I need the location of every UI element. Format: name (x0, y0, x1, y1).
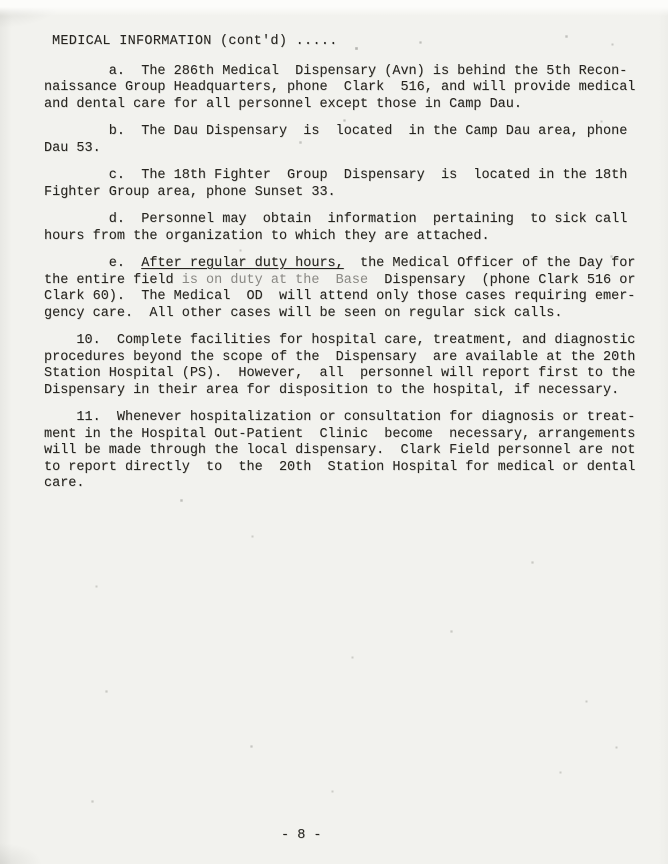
text-segment: Dispensary (phone Clark 516 or (368, 272, 636, 288)
paragraph-a (44, 64, 654, 114)
paragraph-c (44, 168, 654, 201)
text-line: 11. Whenever hospitalization or consultation for diagnosis or treat- (44, 410, 636, 425)
text-line: b. The Dau Dispensary is located in the Camp Dau area, phone (44, 124, 628, 139)
text-segment: the Medical Officer of the Day for (343, 256, 636, 271)
text-line: to report directly to the 20th Station Hospital for medical or dental (44, 459, 636, 475)
text-line: ment in the Hospital Out-Patient Clinic become necessary, arrangements (44, 426, 636, 442)
scan-speckles (0, 0, 1, 1)
page-title: MEDICAL INFORMATION (cont'd) ..... (52, 34, 338, 49)
text-line: hours from the organization to which they are attached. (44, 228, 490, 244)
text-line: gency care. All other cases will be seen on regular sick calls. (44, 305, 563, 321)
paragraph-e (44, 256, 654, 322)
text-line: Station Hospital (PS). However, all personnel will report first to the (44, 366, 636, 381)
text-line: d. Personnel may obtain information pertaining to sick call (44, 212, 628, 227)
paragraph-10 (44, 333, 654, 399)
page-number: - 8 - (281, 828, 322, 843)
text-line: Fighter Group area, phone Sunset 33. (44, 184, 336, 200)
text-line: procedures beyond the scope of the Dispensary are available at the 20th (44, 349, 636, 365)
text-line: naissance Group Headquarters, phone Clark 516, and will provide medical (44, 80, 636, 95)
text-line: and dental care for all personnel except those in Camp Dau. (44, 96, 522, 112)
faded-text: is on duty at the Base (181, 272, 369, 288)
text-line: Dispensary in their area for disposition to the hospital, if necessary. (44, 382, 620, 398)
text-line (44, 273, 654, 290)
text-line: Dau 53. (44, 140, 101, 156)
text-segment: the entire field (44, 272, 182, 288)
paragraph-d (44, 212, 654, 245)
paragraph-11 (44, 410, 654, 493)
text-segment: e. (44, 256, 142, 271)
underlined-text: After regular duty hours, (141, 256, 344, 271)
text-line: will be made through the local dispensary. Clark Field personnel are not (44, 443, 636, 458)
document-content (44, 34, 654, 504)
text-line: 10. Complete facilities for hospital care, treatment, and diagnostic (44, 333, 636, 348)
text-line: c. The 18th Fighter Group Dispensary is located in the 18th (44, 168, 628, 183)
paragraph-b (44, 124, 654, 157)
text-line: a. The 286th Medical Dispensary (Avn) is behind the 5th Recon- (44, 63, 628, 79)
text-line: Clark 60). The Medical OD will attend only those cases requiring emer- (44, 289, 636, 304)
text-line (44, 256, 654, 273)
text-line: care. (44, 476, 85, 491)
